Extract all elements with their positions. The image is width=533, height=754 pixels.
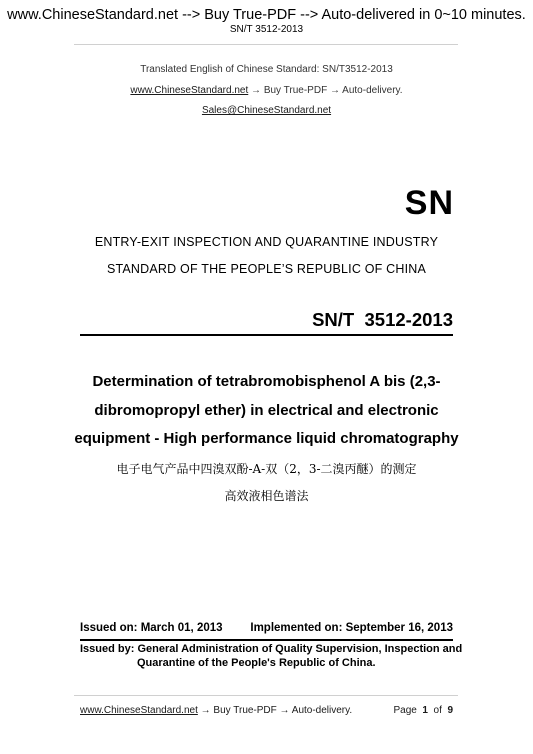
purchase-text: → Buy True-PDF → Auto-delivery.: [248, 85, 403, 96]
footer-divider: [74, 695, 458, 696]
footer-website-link[interactable]: www.ChineseStandard.net: [80, 705, 198, 716]
header-divider: [74, 44, 458, 45]
implemented-on-date: Implemented on: September 16, 2013: [250, 622, 453, 634]
page-label: Page: [393, 705, 417, 716]
standard-number: SN/T 3512-2013: [312, 309, 453, 330]
dates-rule: [80, 639, 453, 641]
issuing-industry-line1: ENTRY-EXIT INSPECTION AND QUARANTINE INDUSTRY: [94, 235, 439, 249]
footer-purchase-text: → Buy True-PDF → Auto-delivery.: [197, 705, 353, 716]
page-current: 1: [422, 705, 428, 716]
sales-email-link[interactable]: Sales@ChineseStandard.net: [201, 105, 332, 116]
title-line-1: Determination of tetrabromobisphenol A bis (2,3-: [92, 373, 441, 390]
chinese-title-line-1: 电子电气产品中四溴双酚-A-双（2，3-二溴丙醚）的测定: [116, 462, 417, 476]
purchase-line: [0, 85, 533, 96]
title-line-3: equipment - High performance liquid chromatography: [74, 430, 459, 447]
email-line: [0, 105, 533, 116]
standard-series-logo: SN: [404, 184, 454, 222]
website-link[interactable]: www.ChineseStandard.net: [130, 85, 249, 96]
translation-note: Translated English of Chinese Standard: SN/T3512-2013: [140, 64, 393, 75]
page-total: 9: [447, 705, 453, 716]
issued-by-line2: Quarantine of the People's Republic of China.: [137, 657, 376, 669]
standard-number-rule: [80, 334, 453, 336]
footer-purchase-line: [80, 705, 352, 716]
header-standard-code: SN/T 3512-2013: [229, 24, 304, 35]
chinese-title-line-2: 高效液相色谱法: [224, 489, 309, 503]
issued-on-date: Issued on: March 01, 2013: [80, 622, 223, 634]
issued-by-line1: Issued by: General Administration of Quality Supervision, Inspection and: [80, 643, 463, 655]
page-indicator: [393, 705, 453, 716]
issuing-industry-line2: STANDARD OF THE PEOPLE’S REPUBLIC OF CHINA: [106, 262, 427, 276]
top-banner: www.ChineseStandard.net --> Buy True-PDF --> Auto-delivered in 0~10 minutes.: [7, 7, 526, 23]
title-line-2: dibromopropyl ether) in electrical and electronic: [94, 402, 439, 419]
page-of: of: [433, 705, 442, 716]
